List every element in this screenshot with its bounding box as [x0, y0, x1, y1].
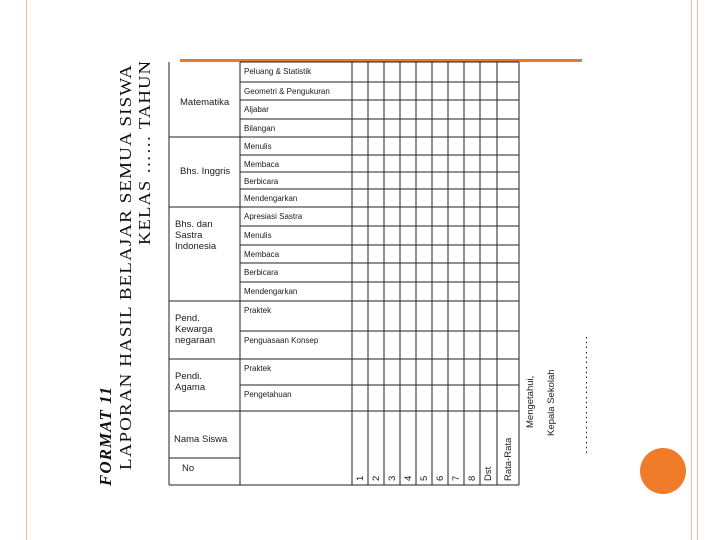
rata-rata-label: Rata-Rata [503, 437, 514, 481]
student-number: 3 [387, 475, 398, 481]
subject-item-label: Berbicara [244, 268, 279, 277]
group-label: negaraan [175, 335, 216, 346]
student-number: 7 [451, 475, 462, 481]
subject-item-label: Membaca [244, 250, 280, 259]
subject-item-label: Membaca [244, 160, 280, 169]
acknowledged-label: Mengetahui, [525, 375, 536, 428]
group-label: Bhs. Inggris [180, 166, 231, 177]
grade-table [169, 62, 519, 485]
accent-circle [640, 448, 686, 494]
subject-item-label: Praktek [244, 364, 272, 373]
subject-item-label: Mendengarkan [244, 287, 298, 296]
subject-item-label: Penguasaan Konsep [244, 336, 319, 345]
student-number: 6 [435, 475, 446, 481]
group-label: Kewarga [175, 324, 213, 335]
group-label: Agama [175, 382, 206, 393]
principal-label: Kepala Sekolah [546, 369, 557, 436]
student-number: 1 [355, 475, 366, 481]
student-number: 5 [419, 475, 430, 481]
signature-dots: …………………… [579, 379, 590, 455]
no-label: No [182, 463, 195, 474]
group-label: Sastra [175, 230, 203, 241]
subject-item-label: Geometri & Pengukuran [244, 87, 330, 96]
subject-item-label: Praktek [244, 306, 272, 315]
grade-table-labels [174, 67, 514, 481]
subject-item-label: Menulis [244, 142, 272, 151]
dst-label: Dst [483, 466, 494, 481]
student-number: 8 [467, 475, 478, 481]
format-label: FORMAT 11 [96, 385, 115, 486]
group-label: Matematika [180, 97, 230, 108]
subject-item-label: Pengetahuan [244, 390, 292, 399]
student-number: 4 [403, 475, 414, 481]
report-subtitle: KELAS …… TAHUN [135, 75, 154, 245]
nama-siswa-label: Nama Siswa [174, 434, 228, 445]
group-label: Indonesia [175, 241, 217, 252]
report-title: LAPORAN HASIL BELAJAR SEMUA SISWA [116, 106, 135, 470]
subject-item-label: Bilangan [244, 124, 276, 133]
subject-item-label: Apresiasi Sastra [244, 212, 303, 221]
subject-item-label: Aljabar [244, 105, 269, 114]
group-label: Pend. [175, 313, 200, 324]
subject-item-label: Peluang & Statistik [244, 67, 312, 76]
subject-item-label: Menulis [244, 231, 272, 240]
group-label: Pendi. [175, 371, 202, 382]
subject-item-label: Berbicara [244, 177, 279, 186]
subject-item-label: Mendengarkan [244, 194, 298, 203]
student-number: 2 [371, 475, 382, 481]
group-label: Bhs. dan [175, 219, 213, 230]
